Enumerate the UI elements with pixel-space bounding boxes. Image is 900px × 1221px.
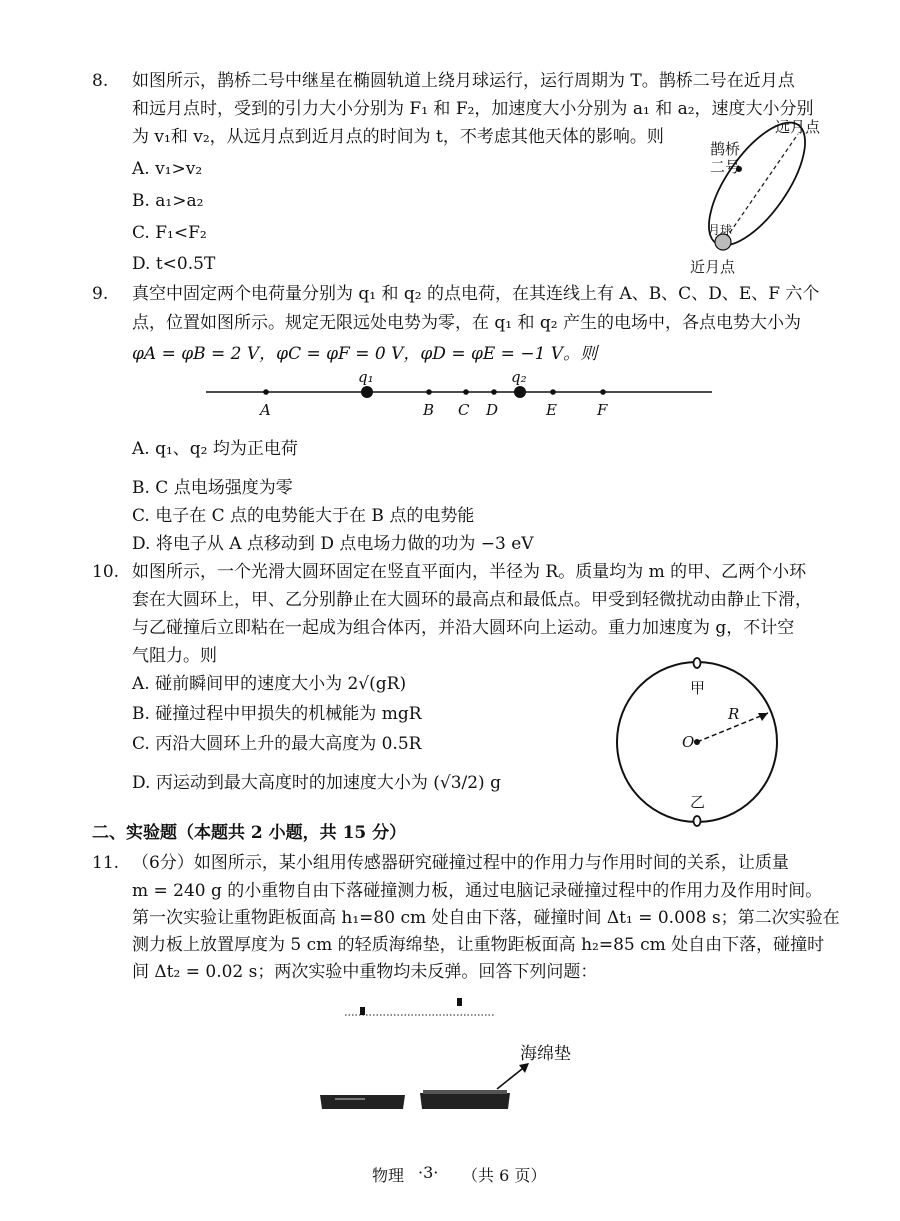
sponge-label: 海绵垫 bbox=[520, 1044, 571, 1064]
point-a-label: A bbox=[260, 401, 271, 419]
point-f-label: F bbox=[597, 401, 608, 419]
satellite-label-2: 二号 bbox=[710, 158, 741, 176]
near-point-label: 近月点 bbox=[690, 258, 736, 276]
q11-line-2: m = 240 g 的小重物自由下落碰撞测力板，通过电脑记录碰撞过程中的作用力及作用时间。 bbox=[132, 881, 823, 901]
radius-r-label: R bbox=[728, 705, 740, 723]
yi-label: 乙 bbox=[690, 793, 706, 811]
q11-line-4: 测力板上放置厚度为 5 cm 的轻质海绵垫，让重物距板面高 h₂=85 cm 处自由下落，碰撞时 bbox=[132, 935, 825, 955]
force-plate-1 bbox=[320, 1095, 405, 1109]
point-e-label: E bbox=[546, 401, 557, 419]
q10-option-d: D. 丙运动到最大高度时的加速度大小为 (√3/2) g bbox=[132, 773, 501, 793]
footer-page-number: ·3· bbox=[418, 1163, 439, 1182]
q8-line-3: 为 v₁和 v₂，从远月点到近月点的时间为 t，不考虑其他天体的影响。则 bbox=[132, 127, 664, 147]
far-point-label: 远月点 bbox=[775, 118, 821, 136]
q9-line-3: φA = φB = 2 V，φC = φF = 0 V，φD = φE = −1 V。则 bbox=[132, 344, 598, 364]
q11-line-5: 间 Δt₂ = 0.02 s；两次实验中重物均未反弹。回答下列问题： bbox=[132, 962, 598, 982]
q10-line-1: 如图所示，一个光滑大圆环固定在竖直平面内，半径为 R。质量均为 m 的甲、乙两个小环 bbox=[132, 562, 807, 582]
footer-total-pages: （共 6 页） bbox=[462, 1166, 547, 1185]
charge-q1 bbox=[361, 386, 373, 398]
q11-number: 11. bbox=[92, 853, 120, 873]
q8-orbit-figure bbox=[680, 118, 840, 278]
q10-line-2: 套在大圆环上，甲、乙分别静止在大圆环的最高点和最低点。甲受到轻微扰动由静止下滑， bbox=[132, 590, 812, 610]
weight-1 bbox=[360, 1007, 365, 1015]
q9-line-1: 真空中固定两个电荷量分别为 q₁ 和 q₂ 的点电荷，在其连线上有 A、B、C、D、E、F 六个 bbox=[132, 284, 820, 304]
moon-label: 月球 bbox=[708, 223, 733, 237]
weight-2 bbox=[457, 998, 462, 1006]
q9-charge-line-figure bbox=[200, 368, 720, 428]
q8-line-1: 如图所示，鹊桥二号中继星在椭圆轨道上绕月球运行，运行周期为 T。鹊桥二号在近月点 bbox=[132, 71, 795, 91]
q10-option-a: A. 碰前瞬间甲的速度大小为 2√(gR) bbox=[132, 674, 407, 694]
q10-option-b: B. 碰撞过程中甲损失的机械能为 mgR bbox=[132, 704, 422, 724]
satellite-label-1: 鹊桥 bbox=[710, 140, 741, 158]
q10-option-c: C. 丙沿大圆环上升的最大高度为 0.5R bbox=[132, 734, 422, 754]
q8-option-b: B. a₁>a₂ bbox=[132, 191, 204, 211]
q11-experiment-figure bbox=[315, 995, 575, 1125]
q9-line-2: 点，位置如图所示。规定无限远处电势为零，在 q₁ 和 q₂ 产生的电场中，各点电势大小为 bbox=[132, 313, 802, 333]
q11-line-3: 第一次实验让重物距板面高 h₁=80 cm 处自由下落，碰撞时间 Δt₁ = 0.008 s；第二次实验在 bbox=[132, 908, 840, 928]
q11-line-1: （6分）如图所示，某小组用传感器研究碰撞过程中的作用力与作用时间的关系，让质量 bbox=[132, 853, 789, 873]
q8-number: 8. bbox=[92, 71, 109, 91]
q10-number: 10. bbox=[92, 562, 120, 582]
q8-option-d: D. t<0.5T bbox=[132, 254, 216, 274]
force-plate-2 bbox=[420, 1093, 510, 1109]
center-o-label: O bbox=[682, 733, 695, 751]
footer-subject: 物理 bbox=[372, 1166, 405, 1185]
charge-q2 bbox=[514, 386, 526, 398]
q8-line-2: 和远月点时，受到的引力大小分别为 F₁ 和 F₂，加速度大小分别为 a₁ 和 a₂，速度大小分别 bbox=[132, 99, 814, 119]
point-b-label: B bbox=[423, 401, 435, 419]
ring-yi bbox=[694, 816, 701, 826]
q8-option-c: C. F₁<F₂ bbox=[132, 223, 207, 243]
q9-number: 9. bbox=[92, 284, 109, 304]
q2-label: q₂ bbox=[511, 368, 527, 386]
point-d-label: D bbox=[486, 401, 499, 419]
section-2-title: 二、实验题（本题共 2 小题，共 15 分） bbox=[92, 823, 407, 843]
q10-ring-figure bbox=[610, 655, 785, 830]
jia-label: 甲 bbox=[690, 679, 706, 697]
q9-option-c: C. 电子在 C 点的电势能大于在 B 点的电势能 bbox=[132, 506, 475, 526]
point-c-label: C bbox=[458, 401, 470, 419]
q9-option-a: A. q₁、q₂ 均为正电荷 bbox=[132, 439, 298, 459]
q1-label: q₁ bbox=[358, 368, 374, 386]
q10-line-4: 气阻力。则 bbox=[132, 646, 217, 666]
q9-option-b: B. C 点电场强度为零 bbox=[132, 478, 293, 498]
q9-option-d: D. 将电子从 A 点移动到 D 点电场力做的功为 −3 eV bbox=[132, 534, 534, 554]
sponge-pad bbox=[423, 1090, 507, 1094]
q10-line-3: 与乙碰撞后立即粘在一起成为组合体丙，并沿大圆环向上运动。重力加速度为 g，不计空 bbox=[132, 618, 795, 638]
ring-jia bbox=[694, 658, 701, 668]
q8-option-a: A. v₁>v₂ bbox=[132, 159, 203, 179]
